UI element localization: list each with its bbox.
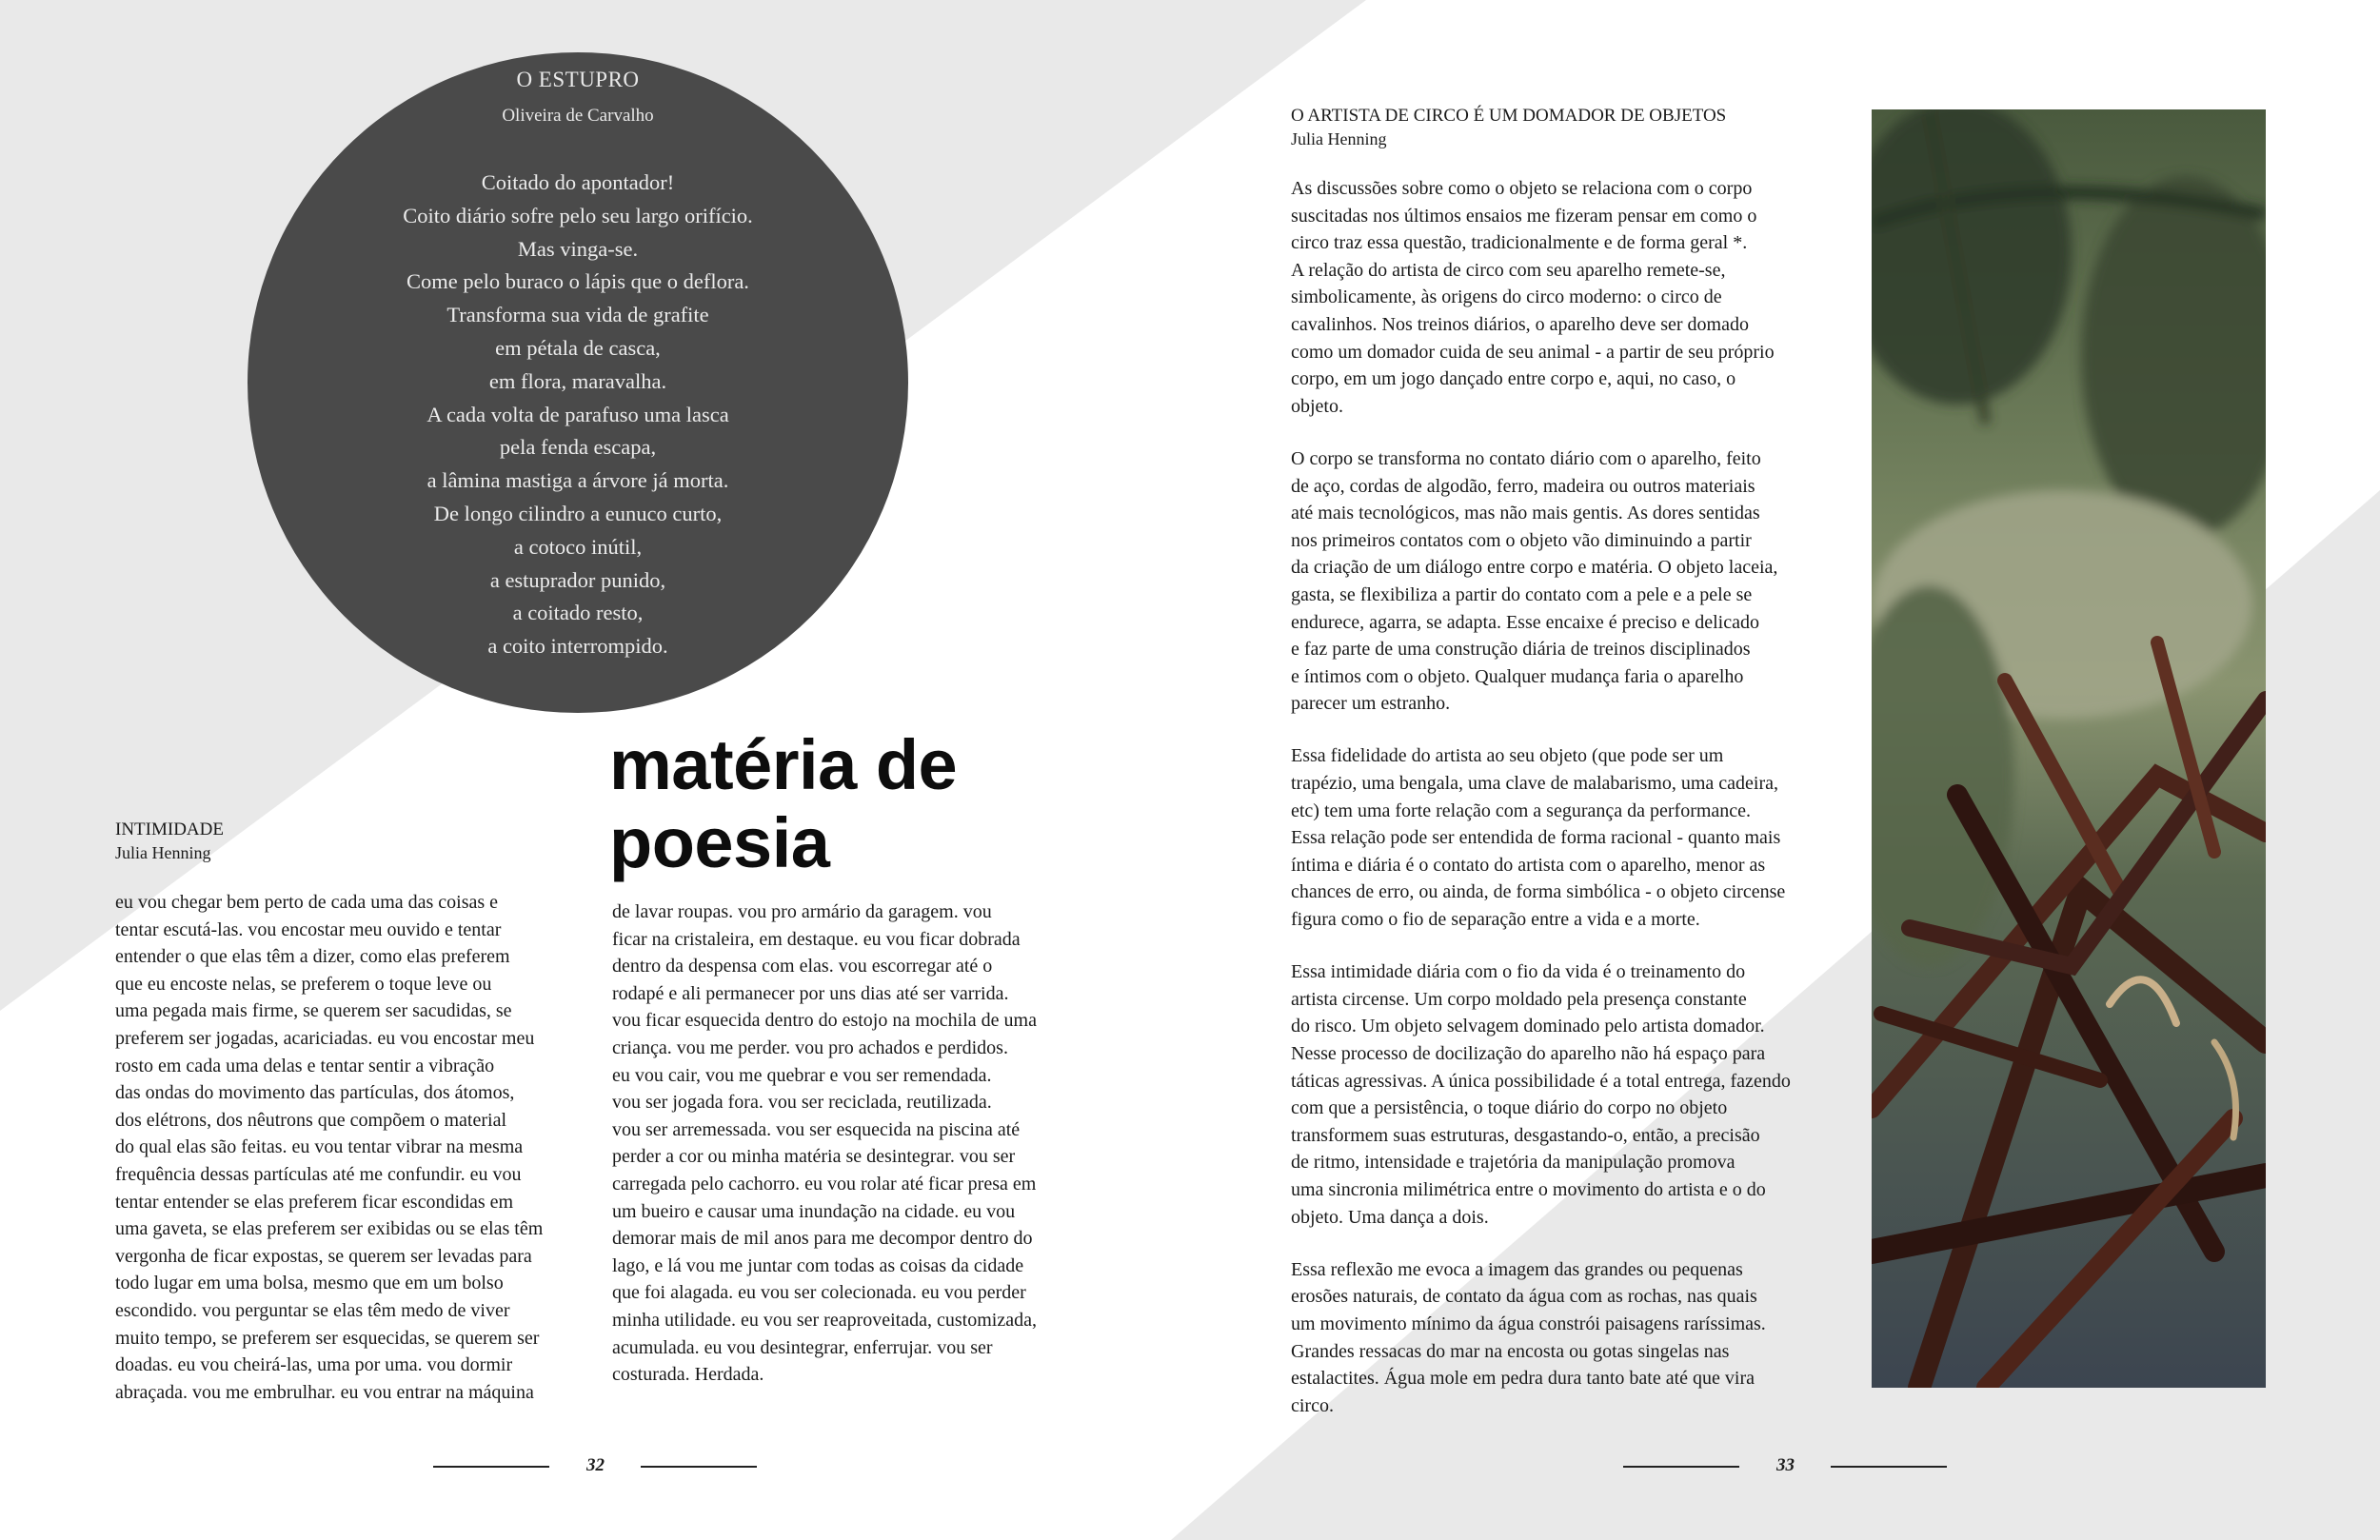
text-line: Essa intimidade diária com o fio da vida é o treinamento do <box>1291 961 1746 983</box>
text-line: com que a persistência, o toque diário do corpo no objeto <box>1291 1097 1728 1119</box>
paragraph-gap <box>1291 934 1791 959</box>
text-line: estalactites. Água mole em pedra dura tanto bate até que vira <box>1291 1368 1755 1390</box>
page-rule-left-a <box>433 1466 549 1468</box>
paragraph-gap <box>1291 1231 1791 1256</box>
text-line: da criação de um diálogo entre corpo e matéria. O objeto laceia, <box>1291 557 1778 579</box>
text-line: vou ser arremessada. vou ser esquecida na piscina até <box>612 1118 1021 1140</box>
poem-title: O ESTUPRO <box>516 68 640 91</box>
text-line: rodapé e ali permanecer por uns dias até ser varrida. <box>612 982 1009 1004</box>
text-line: simbolicamente, às origens do circo moderno: o circo de <box>1291 286 1722 308</box>
text-line: endurece, agarra, se adapta. Esse encaixe é preciso e delicado <box>1291 611 1759 633</box>
text-line: costurada. Herdada. <box>612 1364 764 1386</box>
poem-line: a coitado resto, <box>512 601 644 625</box>
text-line: dentro da despensa com elas. vou escorregar até o <box>612 956 993 977</box>
text-line: suscitadas nos últimos ensaios me fizeram pensar em como o <box>1291 205 1757 227</box>
text-line: objeto. <box>1291 395 1343 417</box>
text-line: uma sincronia milimétrica entre o movimento do artista e o do <box>1291 1178 1766 1200</box>
circo-author: Julia Henning <box>1291 129 1387 148</box>
poem-line: pela fenda escapa, <box>499 435 657 460</box>
text-line: circo. <box>1291 1394 1334 1416</box>
text-line: Essa relação pode ser entendida de forma racional - quanto mais <box>1291 827 1781 849</box>
text-line: figura como o fio de separação entre a vida e a morte. <box>1291 909 1700 931</box>
text-line: Nesse processo de docilização do aparelho não há espaço para <box>1291 1043 1766 1064</box>
text-line: abraçada. vou me embrulhar. eu vou entrar na máquina <box>115 1381 534 1403</box>
poem-line: em flora, maravalha. <box>488 368 667 393</box>
text-line: eu vou chegar bem perto de cada uma das coisas e <box>115 892 499 913</box>
text-line: escondido. vou perguntar se elas têm medo de viver <box>115 1299 510 1321</box>
text-line: Essa reflexão me evoca a imagem das grandes ou pequenas <box>1291 1258 1743 1280</box>
circus-objects-photo <box>1872 109 2266 1388</box>
text-line: frequência dessas partículas até me confundir. eu vou <box>115 1163 522 1185</box>
headline-line-1: matéria de <box>609 725 958 804</box>
text-line: vou ser jogada fora. vou ser reciclada, reutilizada. <box>612 1092 992 1114</box>
intimidade-author: Julia Henning <box>115 843 211 862</box>
text-line: objeto. Uma dança a dois. <box>1291 1206 1489 1228</box>
poem-line: Come pelo buraco o lápis que o deflora. <box>407 269 749 294</box>
text-line: lago, e lá vou me juntar com todas as coisas da cidade <box>612 1254 1024 1276</box>
poem-line: a lâmina mastiga a árvore já morta. <box>426 468 729 493</box>
page-rule-left-b <box>641 1466 757 1468</box>
headline-line-2: poesia <box>609 803 830 882</box>
poem-author: Oliveira de Carvalho <box>502 106 654 126</box>
text-line: que eu encoste nelas, se preferem o toque leve ou <box>115 973 492 995</box>
intimidade-column-1 <box>115 889 543 1406</box>
poem-line: A cada volta de parafuso uma lasca <box>426 402 729 426</box>
text-line: demorar mais de mil anos para me decompor dentro do <box>612 1228 1033 1250</box>
text-line: As discussões sobre como o objeto se relaciona com o corpo <box>1291 178 1753 199</box>
intimidade-header <box>115 819 224 864</box>
text-line: O corpo se transforma no contato diário com o aparelho, feito <box>1291 447 1761 469</box>
text-line: todo lugar em uma bolsa, mesmo que em um bolso <box>115 1273 504 1294</box>
text-line: nos primeiros contatos com o objeto vão diminuindo a partir <box>1291 529 1752 551</box>
text-line: dos elétrons, dos nêutrons que compõem o material <box>115 1109 507 1131</box>
intimidade-title: INTIMIDADE <box>115 819 224 839</box>
text-line: perder a cor ou minha matéria se desintegrar. vou ser <box>612 1146 1016 1168</box>
text-line: do risco. Um objeto selvagem dominado pelo artista domador. <box>1291 1016 1765 1037</box>
poem-circle <box>248 52 908 713</box>
text-line: e faz parte de uma construção diária de treinos disciplinados <box>1291 639 1751 661</box>
text-line: circo traz essa questão, tradicionalmente e de forma geral *. <box>1291 232 1748 254</box>
poem-line: Transforma sua vida de grafite <box>446 303 709 327</box>
circo-title: O ARTISTA DE CIRCO É UM DOMADOR DE OBJETOS <box>1291 106 1727 126</box>
poem-text <box>248 167 908 663</box>
text-line: gasta, se flexibiliza a partir do contato com a pele e a pele se <box>1291 583 1753 605</box>
text-line: ficar na cristaleira, em destaque. eu vou ficar dobrada <box>612 928 1021 950</box>
circo-header <box>1291 105 1726 150</box>
text-line: vergonha de ficar expostas, se querem ser levadas para <box>115 1245 532 1267</box>
text-line: que foi alagada. eu vou ser colecionada. eu vou perder <box>612 1282 1026 1304</box>
poem-line: Coitado do apontador! <box>481 170 675 194</box>
text-line: etc) tem uma forte relação com a segurança da performance. <box>1291 800 1752 821</box>
text-line: até mais tecnológicos, mas não mais gentis. As dores sentidas <box>1291 503 1760 524</box>
text-line: chances de erro, ou ainda, de forma simbólica - o objeto circense <box>1291 881 1786 903</box>
text-line: rosto em cada uma delas e tentar sentir a vibração <box>115 1055 495 1076</box>
poem-line: Coito diário sofre pelo seu largo orifício. <box>403 203 753 227</box>
text-line: preferem ser jogadas, acariciadas. eu vou encostar meu <box>115 1027 535 1049</box>
text-line: uma pegada mais firme, se querem ser sacudidas, se <box>115 1000 512 1022</box>
intimidade-column-2 <box>612 898 1037 1389</box>
poem-line: Mas vinga-se. <box>517 236 639 261</box>
text-line: táticas agressivas. A única possibilidade é a total entrega, fazendo <box>1291 1070 1791 1092</box>
poem-line: em pétala de casca, <box>495 335 661 360</box>
poem-line: a coito interrompido. <box>487 634 668 659</box>
text-line: A relação do artista de circo com seu aparelho remete-se, <box>1291 259 1726 281</box>
page-number-right: 33 <box>1776 1455 1795 1475</box>
text-line: Grandes ressacas do mar na encosta ou gotas singelas nas <box>1291 1340 1730 1362</box>
text-line: muito tempo, se preferem ser esquecidas, se querem ser <box>115 1327 540 1349</box>
text-line: de lavar roupas. vou pro armário da garagem. vou <box>612 901 992 922</box>
text-line: tentar entender se elas preferem ficar escondidas em <box>115 1191 514 1213</box>
text-line: do qual elas são feitas. eu vou tentar vibrar na mesma <box>115 1136 524 1158</box>
text-line: acumulada. eu vou desintegrar, enferrujar. vou ser <box>612 1336 993 1358</box>
page-rule-right-b <box>1831 1466 1947 1468</box>
circo-body <box>1291 175 1791 1419</box>
text-line: vou ficar esquecida dentro do estojo na mochila de uma <box>612 1010 1037 1032</box>
page-rule-right-a <box>1623 1466 1739 1468</box>
text-line: de aço, cordas de algodão, ferro, madeira ou outros materiais <box>1291 475 1755 497</box>
text-line: uma gaveta, se elas preferem ser exibidas ou se elas têm <box>115 1218 544 1240</box>
poem-line: a cotoco inútil, <box>513 534 643 559</box>
text-line: trapézio, uma bengala, uma clave de malabarismo, uma cadeira, <box>1291 773 1778 795</box>
poem-line: De longo cilindro a eunuco curto, <box>433 501 723 525</box>
text-line: criança. vou me perder. vou pro achados e perdidos. <box>612 1037 1008 1058</box>
text-line: de ritmo, intensidade e trajetória da manipulação promova <box>1291 1152 1735 1174</box>
text-line: e íntimos com o objeto. Qualquer mudança faria o aparelho <box>1291 665 1744 687</box>
text-line: doadas. eu vou cheirá-las, uma por uma. vou dormir <box>115 1354 513 1376</box>
text-line: como um domador cuida de seu animal - a partir de seu próprio <box>1291 341 1775 363</box>
poem-line: a estuprador punido, <box>489 567 666 592</box>
text-line: minha utilidade. eu vou ser reaproveitada, customizada, <box>612 1309 1037 1331</box>
text-line: tentar escutá-las. vou encostar meu ouvido e tentar <box>115 918 502 940</box>
text-line: corpo, em um jogo dançado entre corpo e, aqui, no caso, o <box>1291 368 1736 390</box>
page-headline <box>609 726 1085 882</box>
text-line: transformem suas estruturas, desgastando-o, então, a precisão <box>1291 1124 1760 1146</box>
text-line: eu vou cair, vou me quebrar e vou ser remendada. <box>612 1064 992 1086</box>
text-line: das ondas do movimento das partículas, dos átomos, <box>115 1082 515 1104</box>
text-line: íntima e diária é o contato do artista com o aparelho, menor as <box>1291 854 1766 876</box>
text-line: um bueiro e causar uma inundação na cidade. eu vou <box>612 1200 1016 1222</box>
text-line: cavalinhos. Nos treinos diários, o aparelho deve ser domado <box>1291 313 1749 335</box>
text-line: parecer um estranho. <box>1291 693 1451 715</box>
text-line: artista circense. Um corpo moldado pela presença constante <box>1291 988 1747 1010</box>
text-line: erosões naturais, de contato da água com as rochas, nas quais <box>1291 1286 1757 1308</box>
paragraph-gap <box>1291 718 1791 743</box>
text-line: entender o que elas têm a dizer, como elas preferem <box>115 946 510 968</box>
paragraph-gap <box>1291 420 1791 445</box>
text-line: Essa fidelidade do artista ao seu objeto (que pode ser um <box>1291 745 1724 767</box>
text-line: carregada pelo cachorro. eu vou rolar até ficar presa em <box>612 1173 1037 1194</box>
page-number-left: 32 <box>586 1455 605 1475</box>
text-line: um movimento mínimo da água constrói paisagens raríssimas. <box>1291 1313 1766 1334</box>
